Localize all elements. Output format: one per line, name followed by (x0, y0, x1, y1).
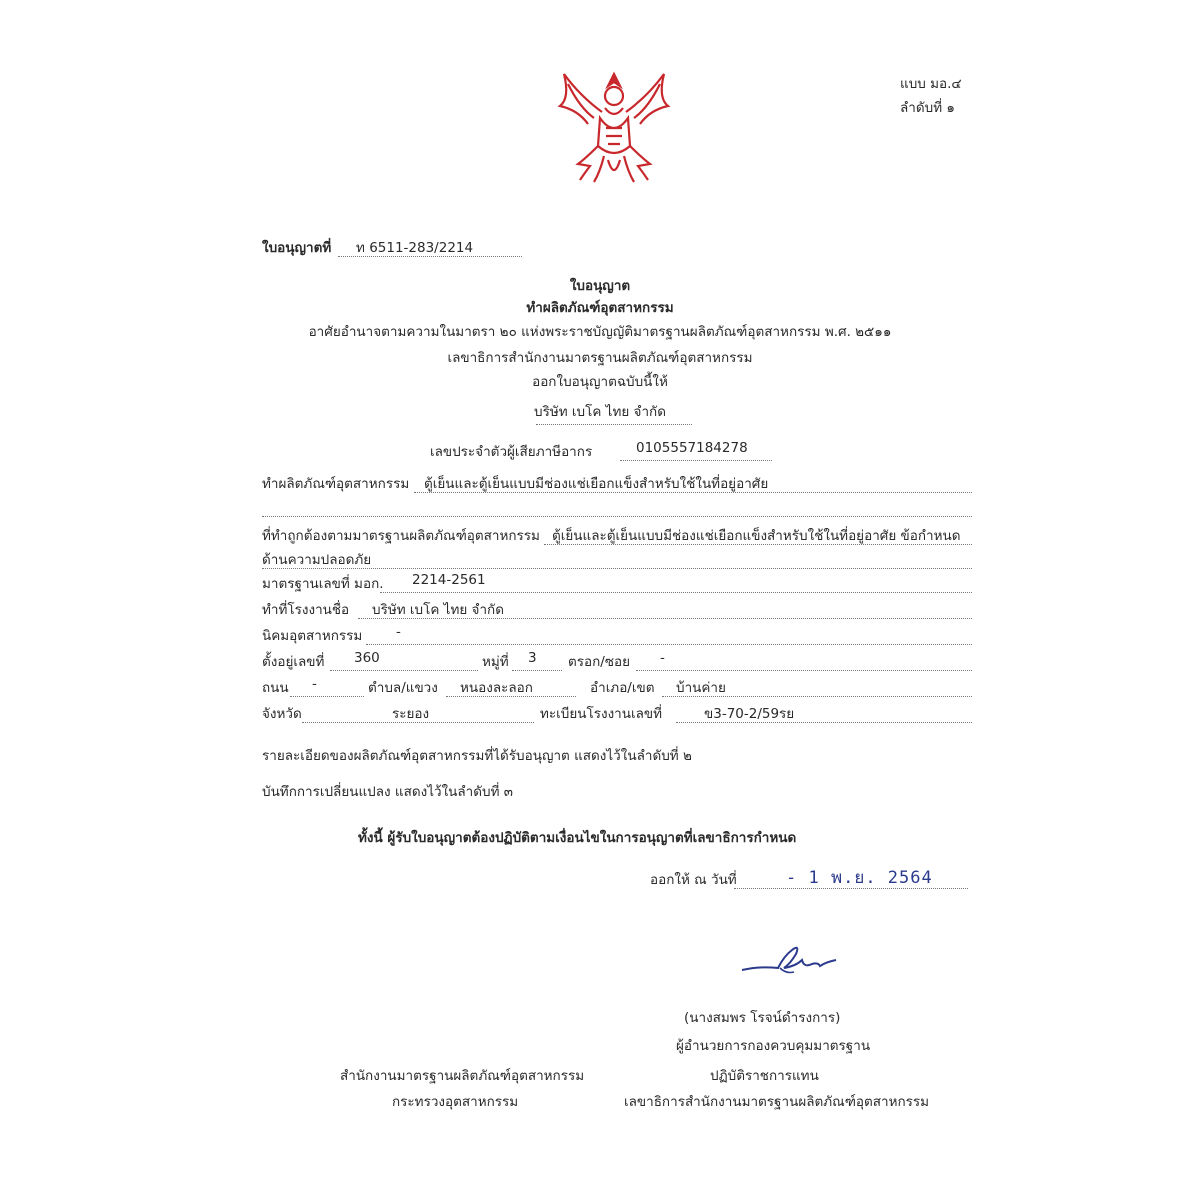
doc-subtitle: ทำผลิตภัณฑ์อุตสาหกรรม (526, 300, 674, 316)
province-label: จังหวัด (262, 706, 302, 722)
issue-date-stamp: - 1 พ.ย. 2564 (786, 868, 933, 888)
estate-label: นิคมอุตสาหกรรม (262, 628, 363, 644)
factory-name-value: บริษัท เบโค ไทย จำกัด (372, 602, 504, 618)
dotted-line (536, 424, 692, 425)
license-no-value: ท 6511-283/2214 (356, 240, 474, 256)
form-code: แบบ มอ.๔ (900, 76, 962, 92)
changes-note: บันทึกการเปลี่ยนแปลง แสดงไว้ในลำดับที่ ๓ (262, 784, 513, 800)
standard-label: ที่ทำถูกต้องตามมาตรฐานผลิตภัณฑ์อุตสาหกรรม (262, 528, 540, 544)
province-value: ระยอง (392, 706, 430, 722)
dotted-line (358, 618, 972, 619)
dotted-line (636, 670, 972, 671)
doc-title: ใบอนุญาต (569, 278, 631, 294)
address-value: 360 (354, 650, 380, 666)
dotted-line (366, 644, 972, 645)
address-label: ตั้งอยู่เลขที่ (262, 654, 325, 670)
district-label: อำเภอ/เขต (590, 680, 655, 696)
authority-text: อาศัยอำนาจตามความในมาตรา ๒๐ แห่งพระราชบัญญัติมาตรฐานผลิตภัณฑ์อุตสาหกรรม พ.ศ. ๒๕๑๑ (308, 324, 892, 340)
dotted-line (414, 492, 972, 493)
moo-label: หมู่ที่ (482, 654, 509, 670)
signatory-position: ผู้อำนวยการกองควบคุมมาตรฐาน (676, 1038, 871, 1054)
dotted-line (290, 696, 364, 697)
soi-value: - (660, 650, 665, 666)
district-value: บ้านค่าย (676, 680, 726, 696)
signatory-name: (นางสมพร โรจน์ดำรงการ) (684, 1010, 841, 1026)
dotted-line (302, 722, 534, 723)
sequence-number: ลำดับที่ ๑ (900, 100, 955, 116)
office-name: สำนักงานมาตรฐานผลิตภัณฑ์อุตสาหกรรม (340, 1068, 585, 1084)
dotted-line (446, 696, 576, 697)
acting-for-text: เลขาธิการสำนักงานมาตรฐานผลิตภัณฑ์อุตสาหกรรม (624, 1094, 930, 1110)
registration-label: ทะเบียนโรงงานเลขที่ (540, 706, 662, 722)
factory-name-label: ทำที่โรงงานชื่อ (262, 602, 350, 618)
dotted-line (676, 722, 972, 723)
tis-label: มาตรฐานเลขที่ มอก. (262, 576, 384, 592)
issue-date-label: ออกให้ ณ วันที่ (650, 872, 737, 888)
product-label: ทำผลิตภัณฑ์อุตสาหกรรม (262, 476, 410, 492)
dotted-line (512, 670, 562, 671)
dotted-line (734, 888, 968, 889)
tax-id-value: 0105557184278 (636, 440, 748, 456)
tis-value: 2214-2561 (412, 572, 486, 588)
dotted-line (338, 256, 522, 257)
subdistrict-value: หนองละลอก (460, 680, 533, 696)
dotted-line (380, 592, 972, 593)
issue-text: ออกใบอนุญาตฉบับนี้ให้ (532, 374, 668, 390)
dotted-line (262, 516, 972, 517)
dotted-line (330, 670, 478, 671)
condition-note: ทั้งนี้ ผู้รับใบอนุญาตต้องปฏิบัติตามเงื่อนไขในการอนุญาตที่เลขาธิการกำหนด (358, 830, 797, 846)
dotted-line (620, 460, 772, 461)
soi-label: ตรอก/ซอย (568, 654, 631, 670)
company-name: บริษัท เบโค ไทย จำกัด (534, 404, 666, 420)
standard-value: ตู้เย็นและตู้เย็นแบบมีช่องแช่เยือกแข็งสำหรับใช้ในที่อยู่อาศัย ข้อกำหนด (552, 528, 961, 544)
estate-value: - (396, 624, 401, 640)
garuda-emblem (550, 68, 678, 186)
product-value: ตู้เย็นและตู้เย็นแบบมีช่องแช่เยือกแข็งสำหรับใช้ในที่อยู่อาศัย (424, 476, 769, 492)
registration-value: ข3-70-2/59รย (704, 706, 795, 722)
road-value: - (312, 676, 317, 692)
dotted-line (262, 568, 972, 569)
road-label: ถนน (262, 680, 289, 696)
acting-text: ปฏิบัติราชการแทน (710, 1068, 819, 1084)
details-note: รายละเอียดของผลิตภัณฑ์อุตสาหกรรมที่ได้รับอนุญาต แสดงไว้ในลำดับที่ ๒ (262, 748, 692, 764)
tax-id-label: เลขประจำตัวผู้เสียภาษีอากร (430, 444, 593, 460)
license-no-label: ใบอนุญาตที่ (262, 240, 332, 256)
ministry-name: กระทรวงอุตสาหกรรม (392, 1094, 519, 1110)
dotted-line (662, 696, 972, 697)
standard-value-cont: ด้านความปลอดภัย (262, 552, 372, 568)
signature-image (740, 936, 840, 980)
secretary-text: เลขาธิการสำนักงานมาตรฐานผลิตภัณฑ์อุตสาหกรรม (447, 350, 753, 366)
moo-value: 3 (528, 650, 537, 666)
subdistrict-label: ตำบล/แขวง (368, 680, 438, 696)
dotted-line (544, 544, 972, 545)
